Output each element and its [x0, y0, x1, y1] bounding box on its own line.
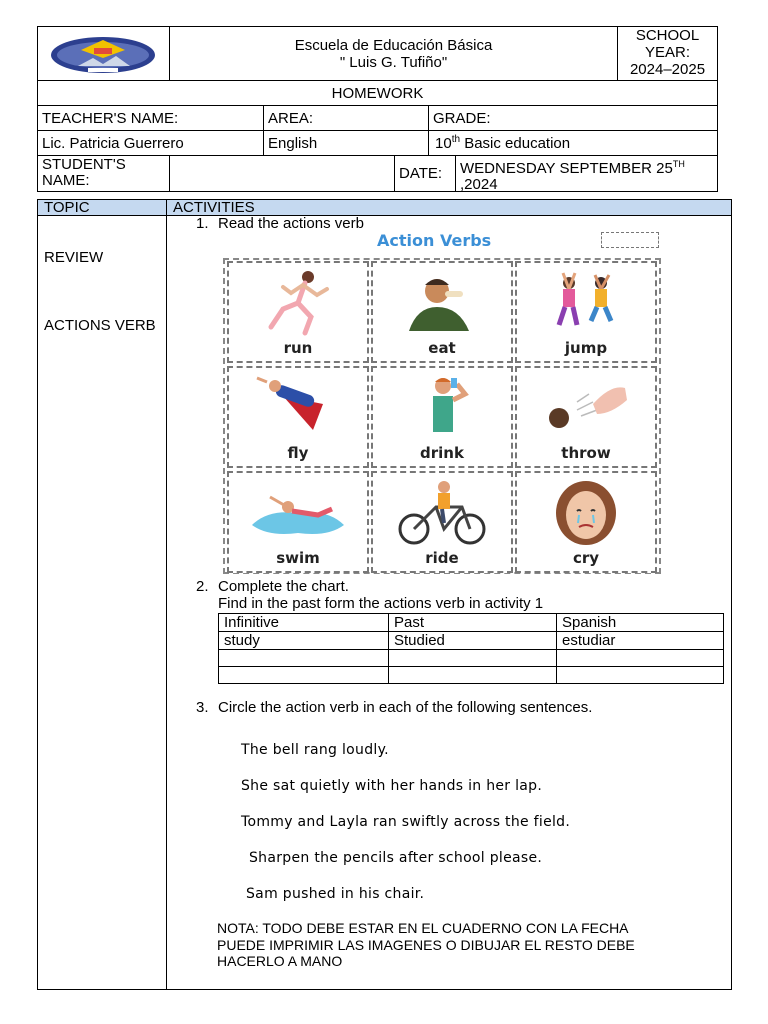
note-block	[217, 920, 635, 970]
grade-label: GRADE:	[428, 105, 718, 131]
name-box	[601, 232, 659, 248]
table-cell[interactable]	[557, 650, 724, 667]
column-divider	[166, 215, 167, 990]
verb-label-swim: swim	[276, 549, 320, 567]
table-cell[interactable]	[219, 650, 389, 667]
note-line1: NOTA: TODO DEBE ESTAR EN EL CUADERNO CON LA FECHA	[217, 920, 629, 936]
grade-number: 10	[435, 135, 452, 152]
verb-label-drink: drink	[420, 444, 464, 462]
column-header-spanish: Spanish	[557, 614, 724, 632]
verb-label-ride: ride	[425, 549, 459, 567]
grade-sup: th	[451, 134, 461, 145]
verb-card-drink	[371, 366, 513, 468]
school-logo-icon	[48, 28, 158, 78]
table-cell[interactable]	[219, 667, 389, 684]
sentence-4[interactable]: Sharpen the pencils after school please.	[249, 850, 543, 866]
grade-value	[428, 130, 718, 156]
student-name-field[interactable]	[169, 155, 395, 192]
activity2-instruction: Complete the chart.	[218, 578, 349, 595]
swimming-icon	[248, 479, 348, 547]
table-cell[interactable]	[389, 667, 557, 684]
column-header-infinitive: Infinitive	[219, 614, 389, 632]
sentence-2[interactable]: She sat quietly with her hands in her lap.	[241, 778, 543, 794]
area-value: English	[263, 130, 429, 156]
school-year-label: SCHOOL YEAR:	[635, 27, 700, 61]
school-name-line1: Escuela de Educación Básica	[294, 37, 493, 54]
teacher-name: Lic. Patricia Guerrero	[37, 130, 264, 156]
bicycle-icon	[392, 479, 492, 547]
column-header-past: Past	[389, 614, 557, 632]
date-sup: TH	[672, 159, 685, 169]
note-line2: PUEDE IMPRIMIR LAS IMAGENES O DIBUJAR EL RESTO DEBE	[217, 936, 635, 953]
verb-card-ride	[371, 471, 513, 573]
table-row	[219, 632, 724, 650]
table-cell[interactable]: Studied	[389, 632, 557, 650]
student-label	[37, 155, 170, 192]
date-label: DATE:	[394, 155, 456, 192]
table-row	[219, 667, 724, 684]
verb-card-fly	[227, 366, 369, 468]
verb-chart-table	[218, 613, 724, 684]
drinking-icon	[397, 374, 487, 442]
student-label-line2: NAME:	[42, 172, 90, 189]
jumping-icon	[541, 269, 631, 337]
verb-label-run: run	[283, 339, 313, 357]
verb-card-throw	[515, 366, 657, 468]
throwing-icon	[541, 374, 631, 442]
superhero-icon	[253, 374, 343, 442]
verb-card-eat	[371, 261, 513, 363]
table-cell[interactable]	[389, 650, 557, 667]
school-year-value: 2024–2025	[629, 61, 706, 78]
verb-label-throw: throw	[561, 444, 611, 462]
header-table	[37, 26, 718, 192]
school-year-cell	[617, 26, 718, 81]
topic-header: TOPIC	[37, 199, 167, 216]
verb-label-fly: fly	[287, 444, 309, 462]
activity1-number: 1.	[196, 215, 209, 232]
note-line3: HACERLO A MANO	[217, 953, 343, 969]
table-cell[interactable]: study	[219, 632, 389, 650]
homework-title: HOMEWORK	[37, 80, 718, 106]
table-cell[interactable]: estudiar	[557, 632, 724, 650]
activities-header: ACTIVITIES	[166, 199, 732, 216]
verb-label-eat: eat	[428, 339, 456, 357]
topic-actions-verb: ACTIONS VERB	[44, 317, 156, 334]
table-header-row	[219, 614, 724, 632]
school-name-line2: " Luis G. Tufiño"	[339, 54, 448, 71]
activity3-instruction: Circle the action verb in each of the following sentences.	[218, 699, 593, 716]
logo-cell	[37, 26, 170, 81]
action-verbs-title: Action Verbs	[377, 231, 492, 250]
verb-card-jump	[515, 261, 657, 363]
table-row	[219, 650, 724, 667]
verb-card-cry	[515, 471, 657, 573]
verb-label-cry: cry	[572, 549, 600, 567]
activity2-subinstruction: Find in the past form the actions verb in activity 1	[218, 595, 544, 612]
date-value-line1: WEDNESDAY SEPTEMBER 25	[460, 160, 673, 177]
activity2-number: 2.	[196, 578, 209, 595]
sentence-3[interactable]: Tommy and Layla ran swiftly across the field.	[241, 814, 571, 830]
verb-card-swim	[227, 471, 369, 573]
area-label: AREA:	[263, 105, 429, 131]
verb-label-jump: jump	[564, 339, 608, 357]
date-value-line2: ,2024	[460, 176, 498, 193]
topic-review: REVIEW	[44, 249, 104, 266]
table-cell[interactable]	[557, 667, 724, 684]
runner-icon	[253, 269, 343, 337]
crying-face-icon	[541, 479, 631, 547]
student-label-line1: STUDENT'S	[42, 156, 126, 173]
eating-icon	[397, 269, 487, 337]
teacher-label: TEACHER'S NAME:	[37, 105, 264, 131]
sentence-1[interactable]: The bell rang loudly.	[241, 742, 389, 758]
grade-suffix: Basic education	[460, 135, 571, 152]
sentence-5[interactable]: Sam pushed in his chair.	[246, 886, 425, 902]
activity3-number: 3.	[196, 699, 209, 716]
verb-card-run	[227, 261, 369, 363]
date-value	[455, 155, 718, 192]
school-name-cell	[169, 26, 618, 81]
activity1-instruction: Read the actions verb	[218, 215, 364, 232]
